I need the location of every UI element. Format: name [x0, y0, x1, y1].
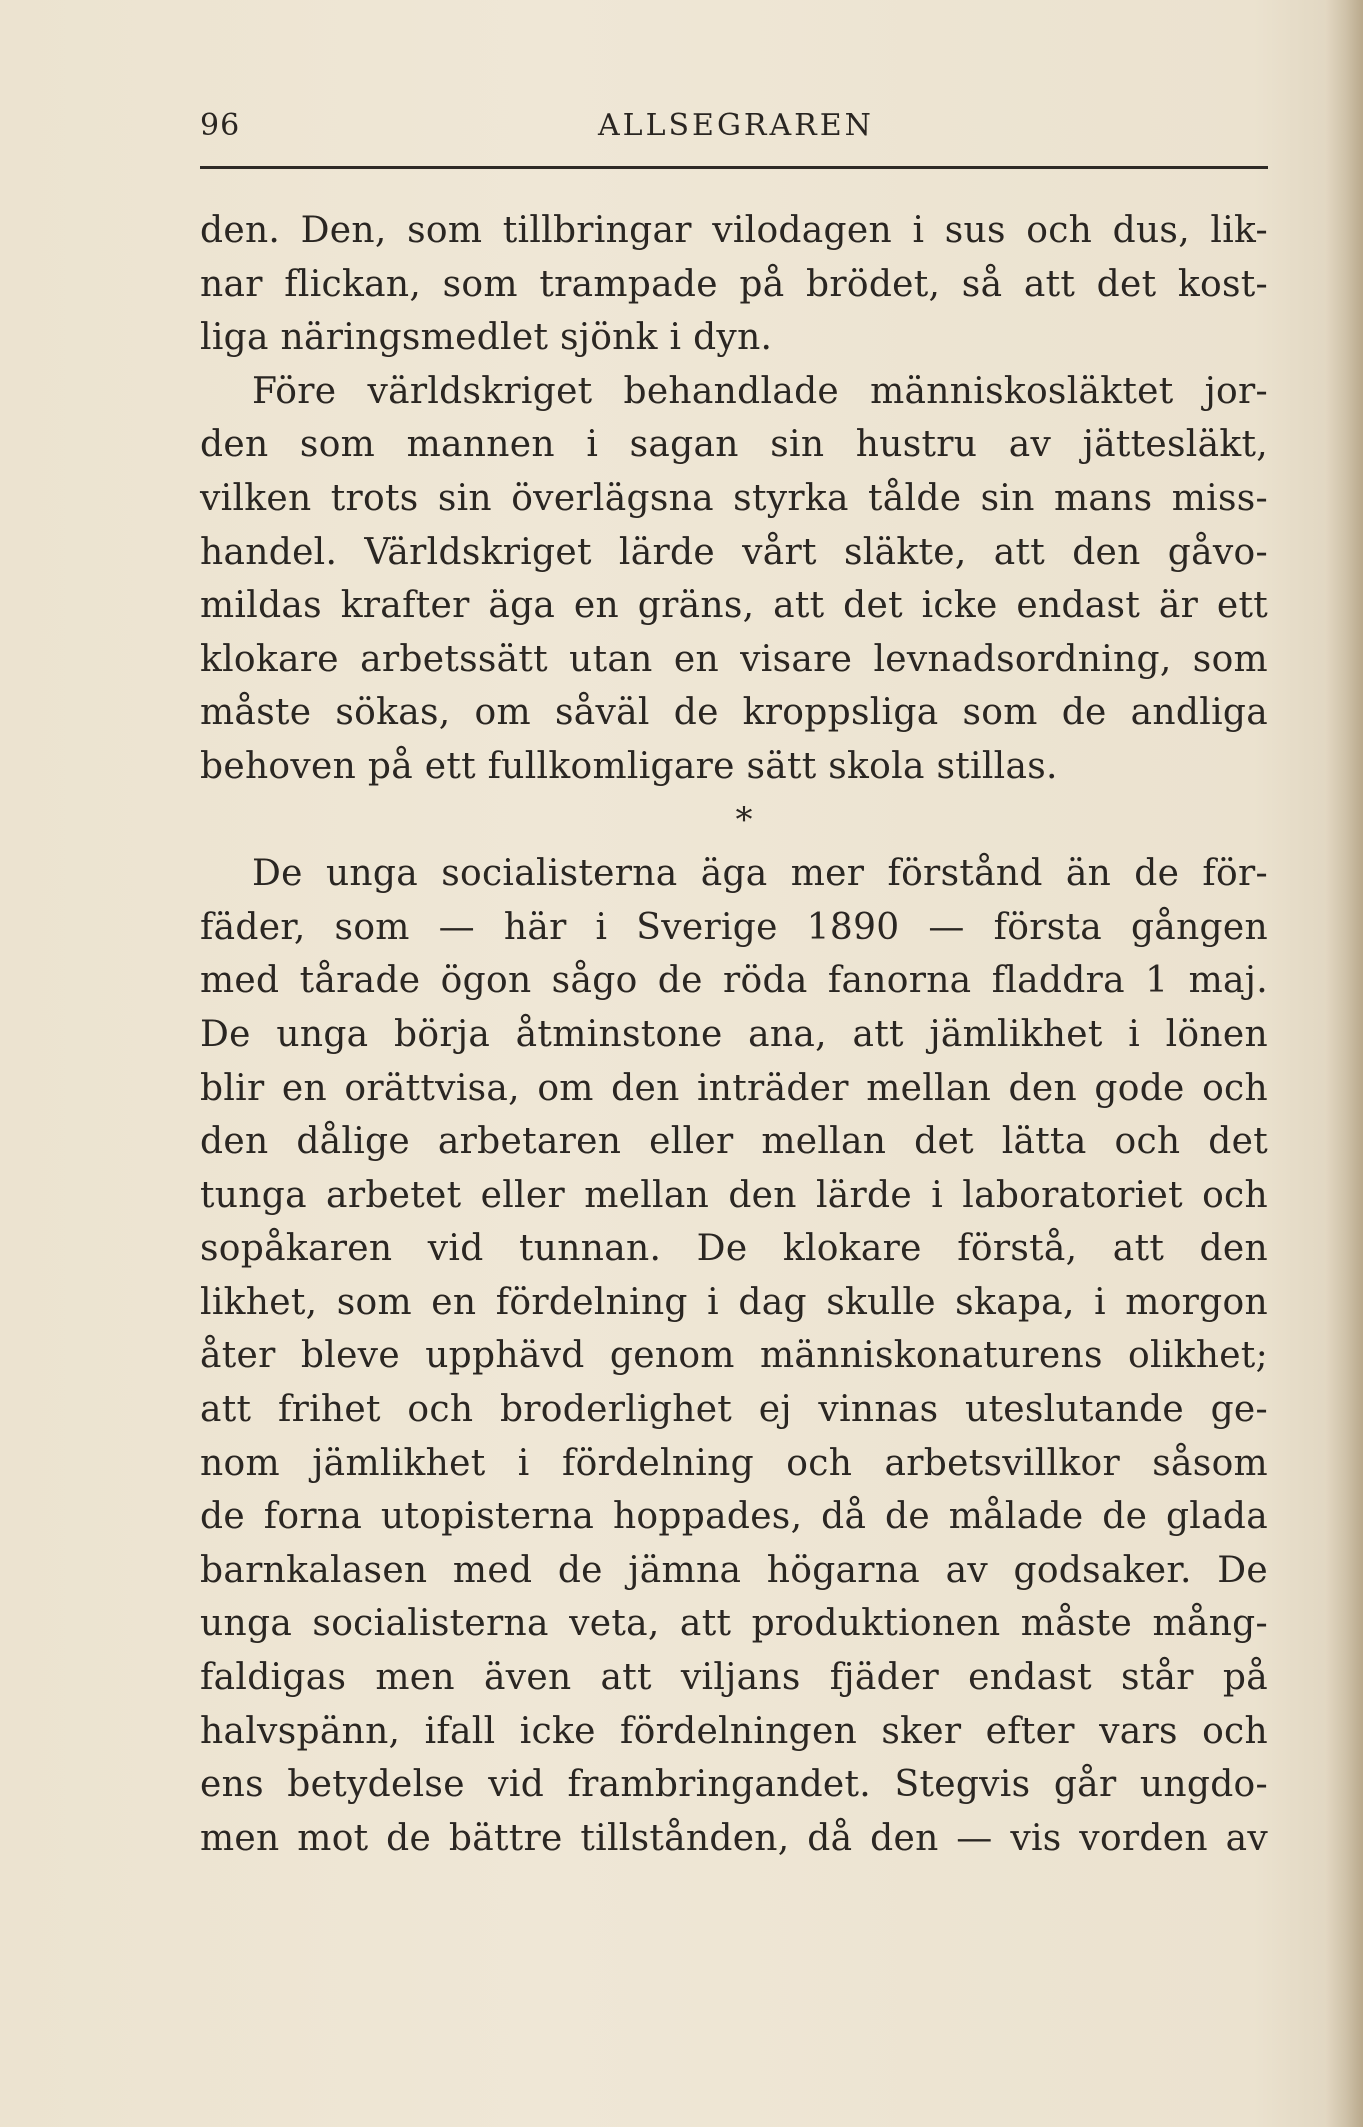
text-line: klokare arbetssätt utan en visare levnadsordning, som [200, 638, 1268, 680]
text-line: mildas krafter äga en gräns, att det icke endast är ett [200, 585, 1268, 627]
text-line: nom jämlikhet i fördelning och arbetsvillkor såsom [200, 1442, 1268, 1484]
text-line: De unga börja åtminstone ana, att jämlikhet i lönen [200, 1013, 1268, 1055]
text-line: att frihet och broderlighet ej vinnas uteslutande ge- [200, 1389, 1268, 1431]
page-header [200, 108, 1268, 164]
text-line: halvspänn, ifall icke fördelningen sker efter vars och [200, 1710, 1268, 1752]
text-line: tunga arbetet eller mellan den lärde i laboratoriet och [200, 1174, 1268, 1216]
text-line: barnkalasen med de jämna högarna av godsaker. De [200, 1549, 1268, 1591]
text-line: liga näringsmedlet sjönk i dyn. [200, 317, 773, 359]
text-line: handel. Världskriget lärde vårt släkte, att den gåvo- [200, 531, 1268, 573]
text-line: Före världskriget behandlade människosläktet jor- [252, 370, 1268, 412]
text-line: måste sökas, om såväl de kroppsliga som de andliga [200, 692, 1268, 734]
header-rule [200, 166, 1268, 169]
body-text [200, 204, 1268, 1865]
text-line: den. Den, som tillbringar vilodagen i sus och dus, lik- [200, 210, 1268, 251]
page-number: 96 [200, 108, 241, 143]
text-line: den som mannen i sagan sin hustru av jättesläkt, [200, 424, 1268, 466]
text-line: sopåkaren vid tunnan. De klokare förstå, att den [200, 1228, 1268, 1270]
text-line: vilken trots sin överlägsna styrka tålde sin mans miss- [200, 477, 1268, 519]
text-line: blir en orättvisa, om den inträder mellan den gode och [200, 1067, 1268, 1109]
text-line: unga socialisterna veta, att produktionen måste mång- [200, 1603, 1268, 1645]
running-head: ALLSEGRAREN [598, 108, 874, 143]
text-line: De unga socialisterna äga mer förstånd än de för- [252, 853, 1268, 895]
text-line: med tårade ögon sågo de röda fanorna fladdra 1 maj. [200, 960, 1268, 1002]
text-line: de forna utopisterna hoppades, då de målade de glada [200, 1496, 1268, 1538]
text-line: åter bleve upphävd genom människonaturens olikhet; [200, 1335, 1268, 1377]
text-line: ens betydelse vid frambringandet. Stegvis går ungdo- [200, 1764, 1268, 1806]
text-line: men mot de bättre tillstånden, då den — vis vorden av [200, 1817, 1268, 1859]
text-line: faldigas men även att viljans fjäder endast står på [200, 1657, 1268, 1699]
text-line: likhet, som en fördelning i dag skulle skapa, i morgon [200, 1281, 1268, 1323]
text-line: behoven på ett fullkomligare sätt skola stillas. [200, 745, 1058, 787]
section-break-asterisk: * [735, 799, 753, 840]
text-line: fäder, som — här i Sverige 1890 — första gången [200, 906, 1268, 948]
page-edge [1325, 0, 1363, 2127]
text-line: nar flickan, som trampade på brödet, så att det kost- [200, 263, 1268, 305]
text-line: den dålige arbetaren eller mellan det lätta och det [200, 1121, 1268, 1163]
